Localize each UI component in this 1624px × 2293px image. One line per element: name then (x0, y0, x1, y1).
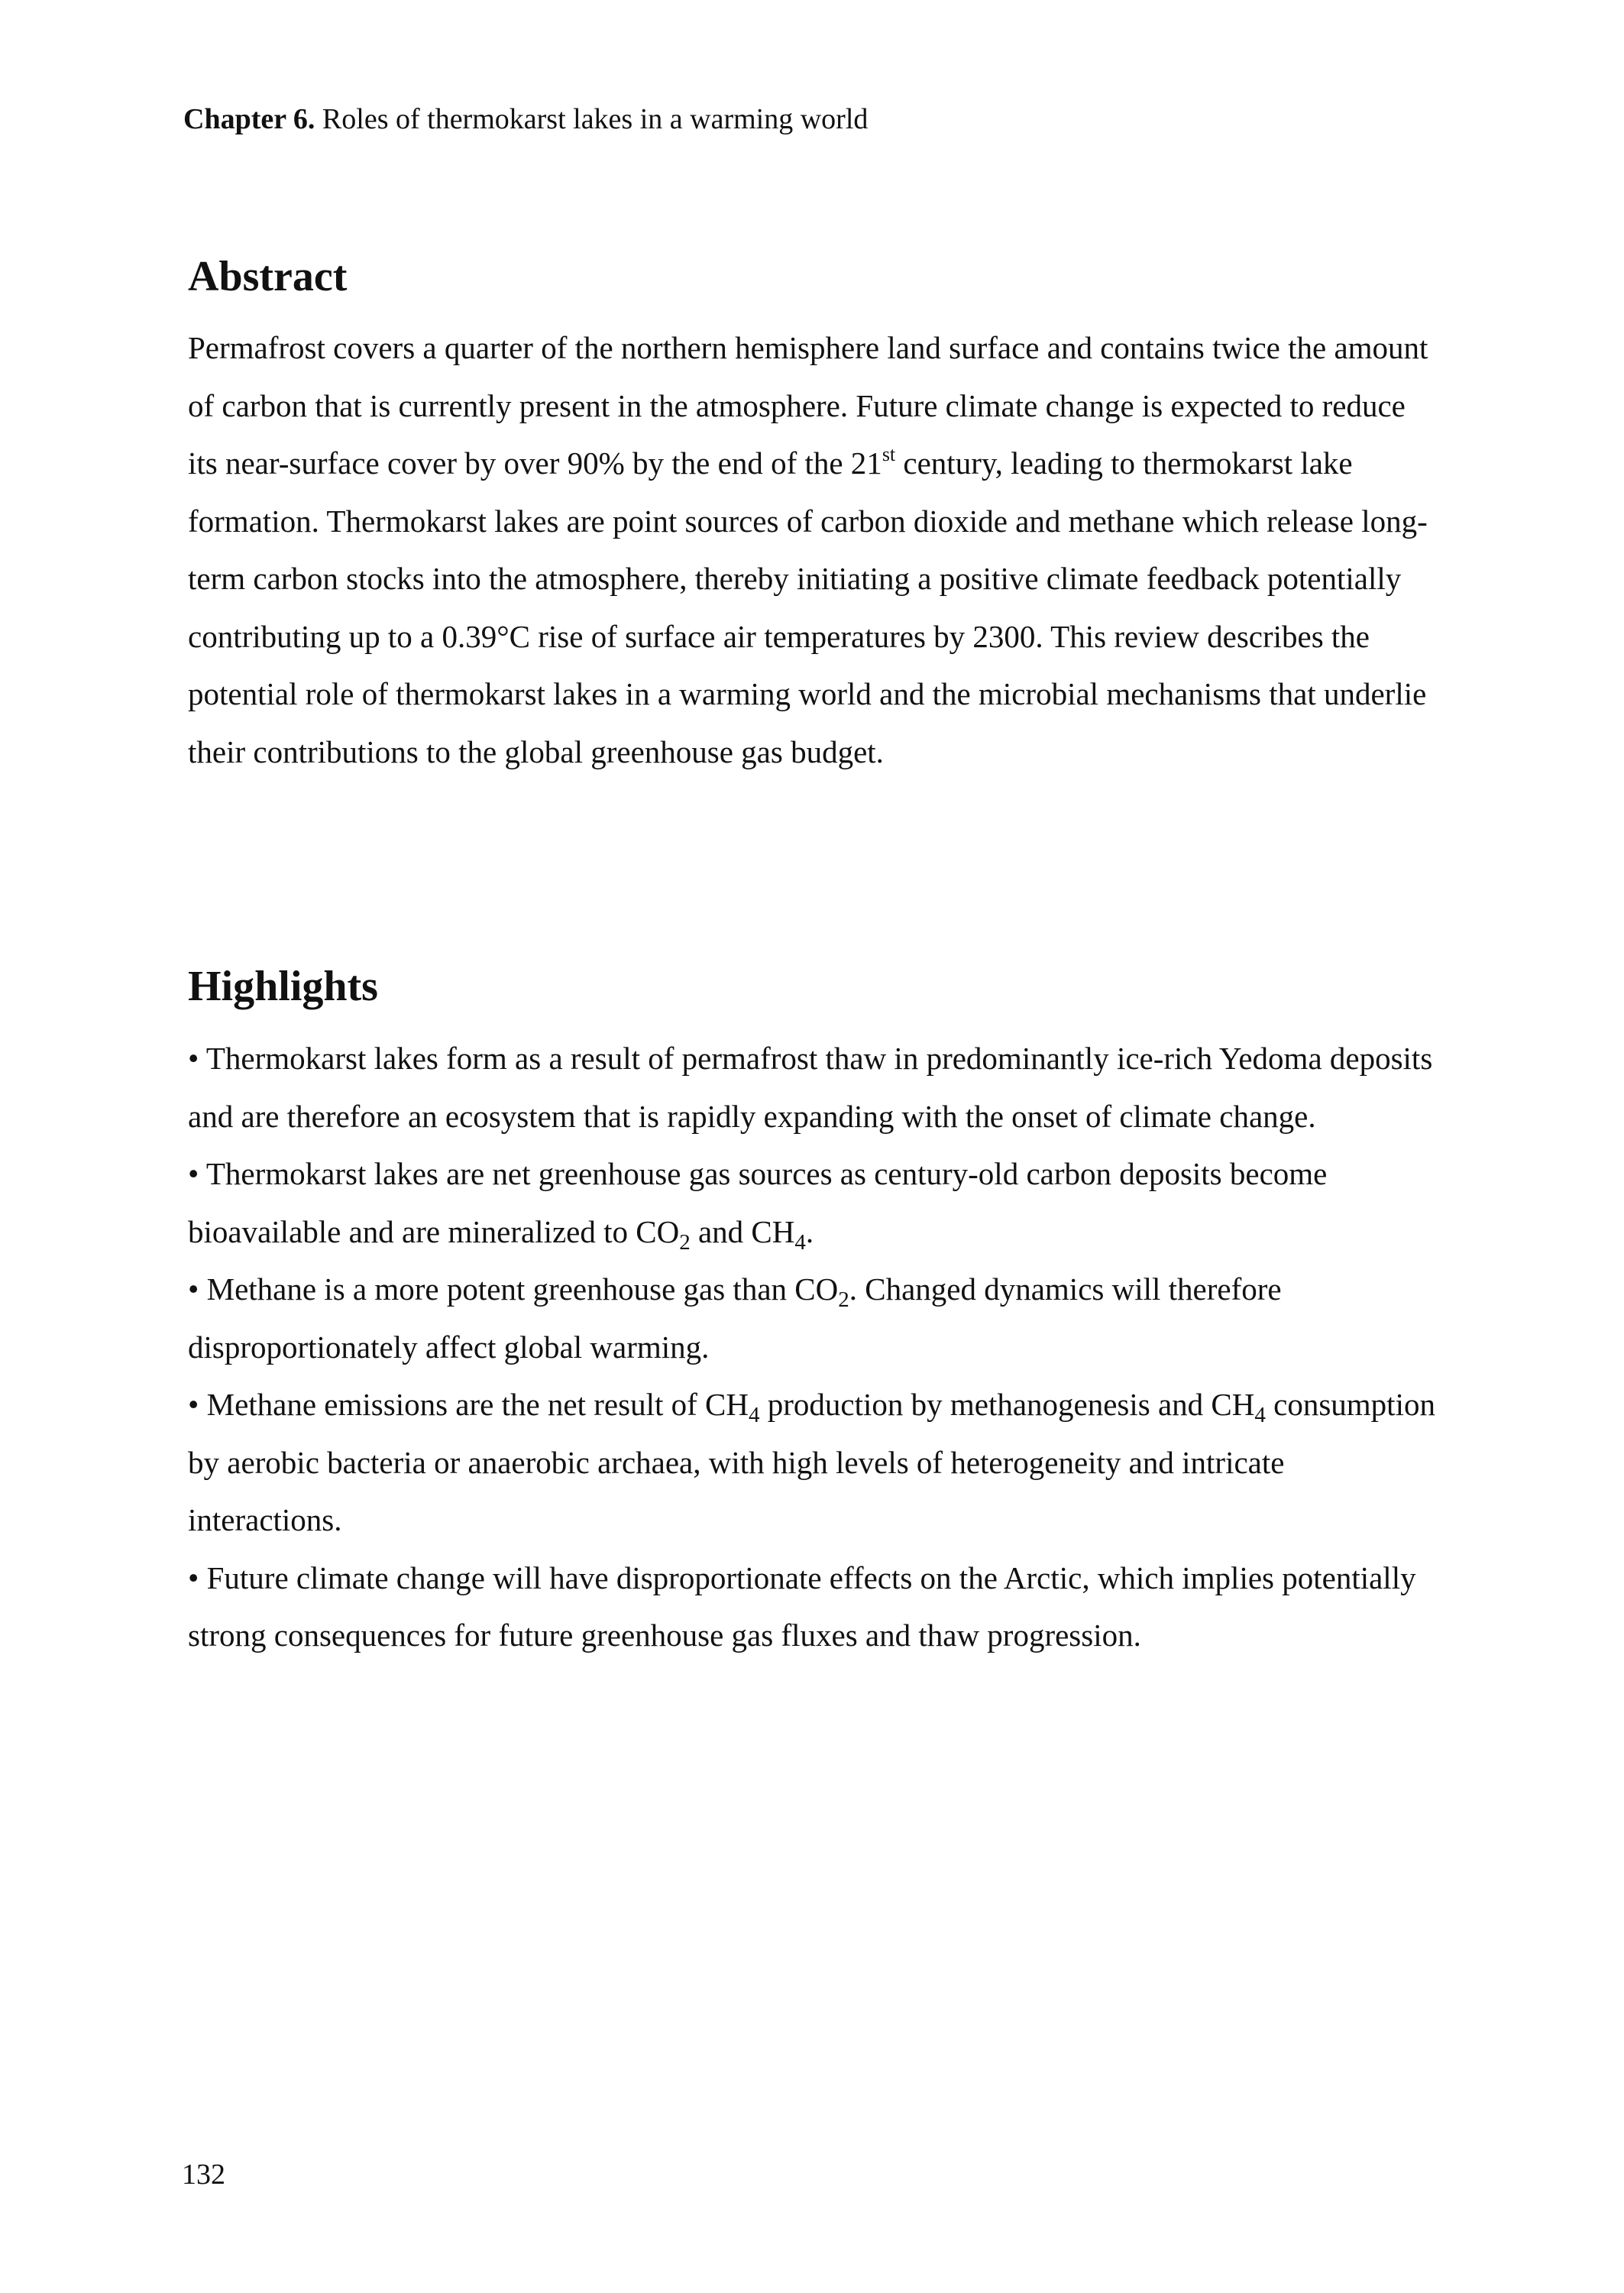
highlight-text: Methane emissions are the net result of CH (206, 1387, 749, 1422)
highlight-text: Future climate change will have disproportionate effects on the Arctic, which implies potentially strong consequences for future greenhouse gas fluxes and thaw progression. (188, 1559, 1416, 1653)
highlights-heading: Highlights (188, 963, 378, 1010)
chapter-label: Chapter 6. (183, 103, 315, 135)
chapter-title: Roles of thermokarst lakes in a warming world (322, 103, 869, 135)
highlight-item (188, 1261, 1441, 1376)
page-number: 132 (182, 2159, 225, 2191)
abstract-text-a: Permafrost covers a quarter of the northern hemisphere land surface and contains twice the amount of carbon that is currently present in the atmosphere. Future climate change is expected to reduce its near-surface cover by over 90% by the end of the 21 (188, 330, 1428, 481)
subscript: 2 (838, 1287, 849, 1313)
abstract-text-b: century, leading to thermokarst lake formation. Thermokarst lakes are point sources of carbon dioxide and methane which release long-term carbon stocks into the atmosphere, thereby initiating a positive climate feedback potentially contributing up to a 0.39°C rise of surface air temperatures by 2300. This review describes the potential role of thermokarst lakes in a warming world and the microbial mechanisms that underlie their contributions to the global greenhouse gas budget. (188, 445, 1428, 769)
subscript: 4 (748, 1403, 760, 1428)
bullet-marker: • (188, 1041, 199, 1076)
bullet-marker: • (188, 1559, 199, 1595)
highlights-list (188, 1030, 1441, 1665)
highlight-text: Thermokarst lakes form as a result of permafrost thaw in predominantly ice-rich Yedoma deposits and are therefore an ecosystem that is rapidly expanding with the onset of climate change. (188, 1041, 1433, 1134)
highlight-text: . (805, 1213, 814, 1249)
highlight-text: . Changed dynamics will therefore disproportionately affect global warming. (188, 1271, 1282, 1365)
highlight-text: production by methanogenesis and CH (759, 1387, 1255, 1422)
abstract-paragraph (188, 319, 1441, 781)
highlight-item (188, 1145, 1441, 1261)
running-header (183, 101, 868, 138)
highlight-text: and CH (690, 1213, 795, 1249)
subscript: 2 (679, 1229, 691, 1255)
bullet-marker: • (188, 1156, 199, 1191)
highlight-item (188, 1550, 1441, 1665)
highlight-item (188, 1376, 1441, 1550)
highlight-item (188, 1030, 1441, 1145)
bullet-marker: • (188, 1271, 199, 1307)
subscript: 4 (794, 1229, 806, 1255)
abstract-heading: Abstract (188, 253, 348, 300)
subscript: 4 (1254, 1403, 1266, 1428)
bullet-marker: • (188, 1387, 199, 1422)
highlight-text: Thermokarst lakes are net greenhouse gas sources as century-old carbon deposits become bioavailable and are mineralized to CO (188, 1156, 1328, 1249)
highlight-text: consumption by aerobic bacteria or anaerobic archaea, with high levels of heterogeneity and intricate interactions. (188, 1387, 1435, 1537)
highlight-text: Methane is a more potent greenhouse gas than CO (206, 1271, 839, 1307)
ordinal-superscript: st (882, 443, 896, 466)
